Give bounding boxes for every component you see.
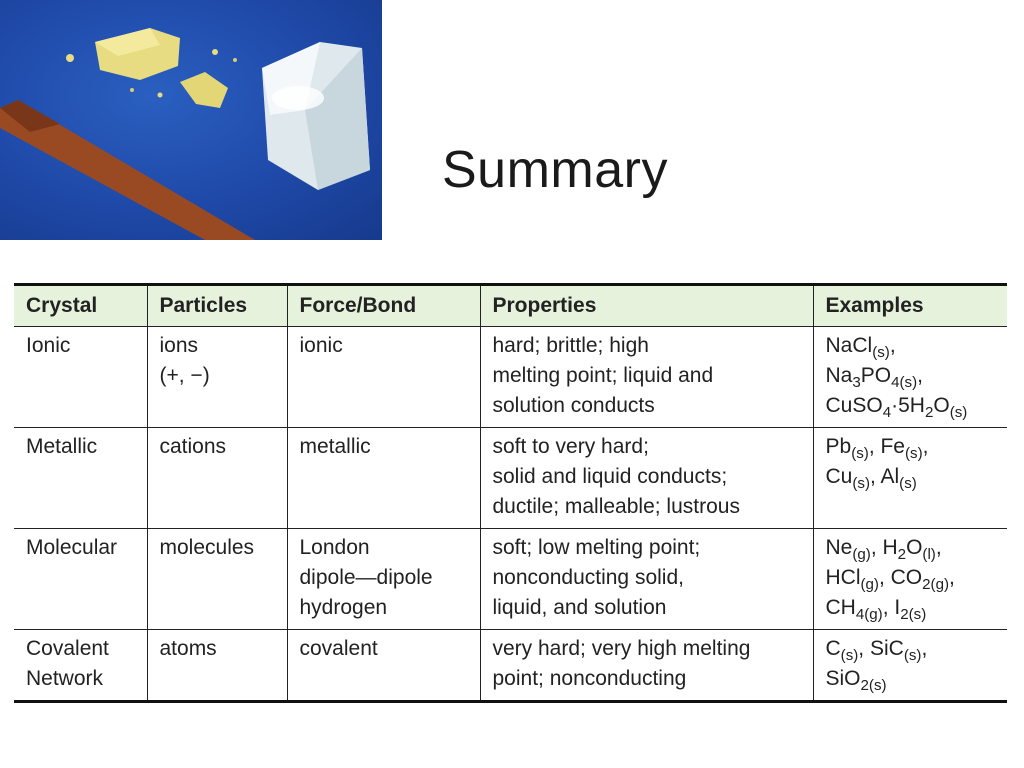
formula-subscript: (s) xyxy=(851,445,869,463)
cell-particles-line: (+, −) xyxy=(159,364,210,387)
cell-crystal-line: Metallic xyxy=(26,435,98,458)
table-row xyxy=(14,529,1007,630)
cell-particles xyxy=(147,428,287,529)
cell-crystal-line: Molecular xyxy=(26,536,118,559)
formula-subscript: (s) xyxy=(905,445,923,463)
cell-examples-line xyxy=(826,432,998,462)
formula-text: , I xyxy=(882,596,901,619)
formula-text: , xyxy=(889,334,896,357)
cell-crystal-line: Covalent xyxy=(26,637,109,660)
formula-text: , xyxy=(921,637,928,660)
header-crystal: Crystal xyxy=(14,285,147,327)
cell-crystal xyxy=(14,327,147,428)
formula-text: C xyxy=(825,637,841,660)
cell-properties-line: ductile; malleable; lustrous xyxy=(492,495,740,518)
cell-particles-line: cations xyxy=(159,435,227,458)
formula-text: O xyxy=(906,536,923,559)
formula-subscript: (g) xyxy=(860,576,879,594)
formula-text: Cu xyxy=(825,465,853,488)
formula-subscript: 3 xyxy=(852,374,861,392)
header-force-bond: Force/Bond xyxy=(287,285,480,327)
formula-text: , H xyxy=(870,536,898,559)
formula-subscript: (s) xyxy=(840,647,859,665)
formula-text: Ne xyxy=(825,536,853,559)
cell-properties xyxy=(480,630,813,702)
formula-text: Pb xyxy=(825,435,852,458)
formula-subscript: 2(s) xyxy=(900,606,927,624)
cell-examples xyxy=(813,529,1007,630)
cell-examples-line xyxy=(826,664,998,694)
table-header-row xyxy=(14,285,1007,327)
cell-particles-line: ions xyxy=(159,334,199,357)
cell-force-bond xyxy=(287,428,480,529)
formula-subscript: 4 xyxy=(882,404,892,422)
cell-examples-line xyxy=(826,391,998,421)
table-body xyxy=(14,327,1007,702)
slide-title: Summary xyxy=(442,141,668,199)
cell-properties-line: solution conducts xyxy=(492,394,655,417)
cell-properties-line: nonconducting solid, xyxy=(492,566,684,589)
formula-text: , xyxy=(935,536,942,559)
cell-crystal xyxy=(14,630,147,702)
cell-particles xyxy=(147,529,287,630)
formula-text: , SiC xyxy=(858,637,904,660)
cell-force-bond xyxy=(287,630,480,702)
formula-text: O xyxy=(933,394,950,417)
cell-force-bond-line: hydrogen xyxy=(299,596,388,619)
cell-properties xyxy=(480,327,813,428)
formula-text: , CO xyxy=(878,566,923,589)
crystal-summary-table xyxy=(14,283,1007,703)
formula-subscript: (s) xyxy=(903,647,922,665)
cell-properties-line: soft; low melting point; xyxy=(492,536,701,559)
cell-examples-line xyxy=(826,331,998,361)
cell-particles-line: molecules xyxy=(159,536,255,559)
formula-text: , xyxy=(922,435,929,458)
formula-text: CuSO xyxy=(825,394,883,417)
formula-subscript: (s) xyxy=(872,344,890,362)
formula-text: ·5H xyxy=(891,394,925,417)
formula-subscript: (g) xyxy=(852,546,871,564)
cell-examples xyxy=(813,428,1007,529)
table-row xyxy=(14,428,1007,529)
formula-text: , xyxy=(917,364,923,387)
formula-text: , xyxy=(949,566,955,589)
header-particles: Particles xyxy=(147,285,287,327)
cell-force-bond-line: dipole—dipole xyxy=(299,566,433,589)
formula-subscript: (l) xyxy=(922,546,936,564)
cell-examples-line xyxy=(826,533,998,563)
formula-subscript: (s) xyxy=(852,475,870,493)
cell-crystal-line: Network xyxy=(26,667,104,690)
formula-subscript: (s) xyxy=(899,475,917,493)
cell-force-bond-line: metallic xyxy=(299,435,371,458)
cell-properties-line: solid and liquid conducts; xyxy=(492,465,728,488)
formula-text: NaCl xyxy=(825,334,873,357)
formula-text: PO xyxy=(860,364,892,387)
formula-text: , Al xyxy=(869,465,900,488)
cell-force-bond-line: covalent xyxy=(299,637,378,660)
cell-properties-line: soft to very hard; xyxy=(492,435,649,458)
cell-properties-line: liquid, and solution xyxy=(492,596,667,619)
cell-crystal xyxy=(14,529,147,630)
table-row xyxy=(14,327,1007,428)
formula-subscript: 2 xyxy=(897,546,907,564)
cell-properties xyxy=(480,428,813,529)
formula-subscript: 2 xyxy=(924,404,934,422)
cell-examples-line xyxy=(826,634,998,664)
cell-examples-line xyxy=(826,593,998,623)
crystals-photo xyxy=(0,0,382,240)
cell-properties-line: hard; brittle; high xyxy=(492,334,649,357)
cell-particles xyxy=(147,327,287,428)
cell-force-bond-line: London xyxy=(299,536,370,559)
cell-particles-line: atoms xyxy=(159,637,217,660)
cell-examples xyxy=(813,327,1007,428)
cell-properties xyxy=(480,529,813,630)
cell-force-bond xyxy=(287,529,480,630)
cell-particles xyxy=(147,630,287,702)
formula-text: SiO xyxy=(825,667,861,690)
formula-subscript: 4(g) xyxy=(855,606,883,624)
cell-examples-line xyxy=(826,361,998,391)
cell-properties-line: melting point; liquid and xyxy=(492,364,714,387)
formula-text: HCl xyxy=(825,566,861,589)
header-properties: Properties xyxy=(480,285,813,327)
cell-force-bond-line: ionic xyxy=(299,334,343,357)
cell-crystal xyxy=(14,428,147,529)
cell-force-bond xyxy=(287,327,480,428)
formula-subscript: 4(s) xyxy=(891,374,918,392)
cell-crystal-line: Ionic xyxy=(26,334,71,357)
crystals-illustration xyxy=(0,0,382,240)
table-row xyxy=(14,630,1007,702)
cell-properties-line: very hard; very high melting xyxy=(492,637,751,660)
formula-text: CH xyxy=(825,596,856,619)
formula-text: , Fe xyxy=(868,435,905,458)
cell-examples-line xyxy=(826,462,998,492)
cell-properties-line: point; nonconducting xyxy=(492,667,687,690)
header-examples: Examples xyxy=(813,285,1007,327)
cell-examples-line xyxy=(826,563,998,593)
formula-text: Na xyxy=(825,364,853,387)
formula-subscript: 2(s) xyxy=(860,677,887,695)
formula-subscript: (s) xyxy=(949,404,968,422)
cell-examples xyxy=(813,630,1007,702)
formula-subscript: 2(g) xyxy=(922,576,950,594)
